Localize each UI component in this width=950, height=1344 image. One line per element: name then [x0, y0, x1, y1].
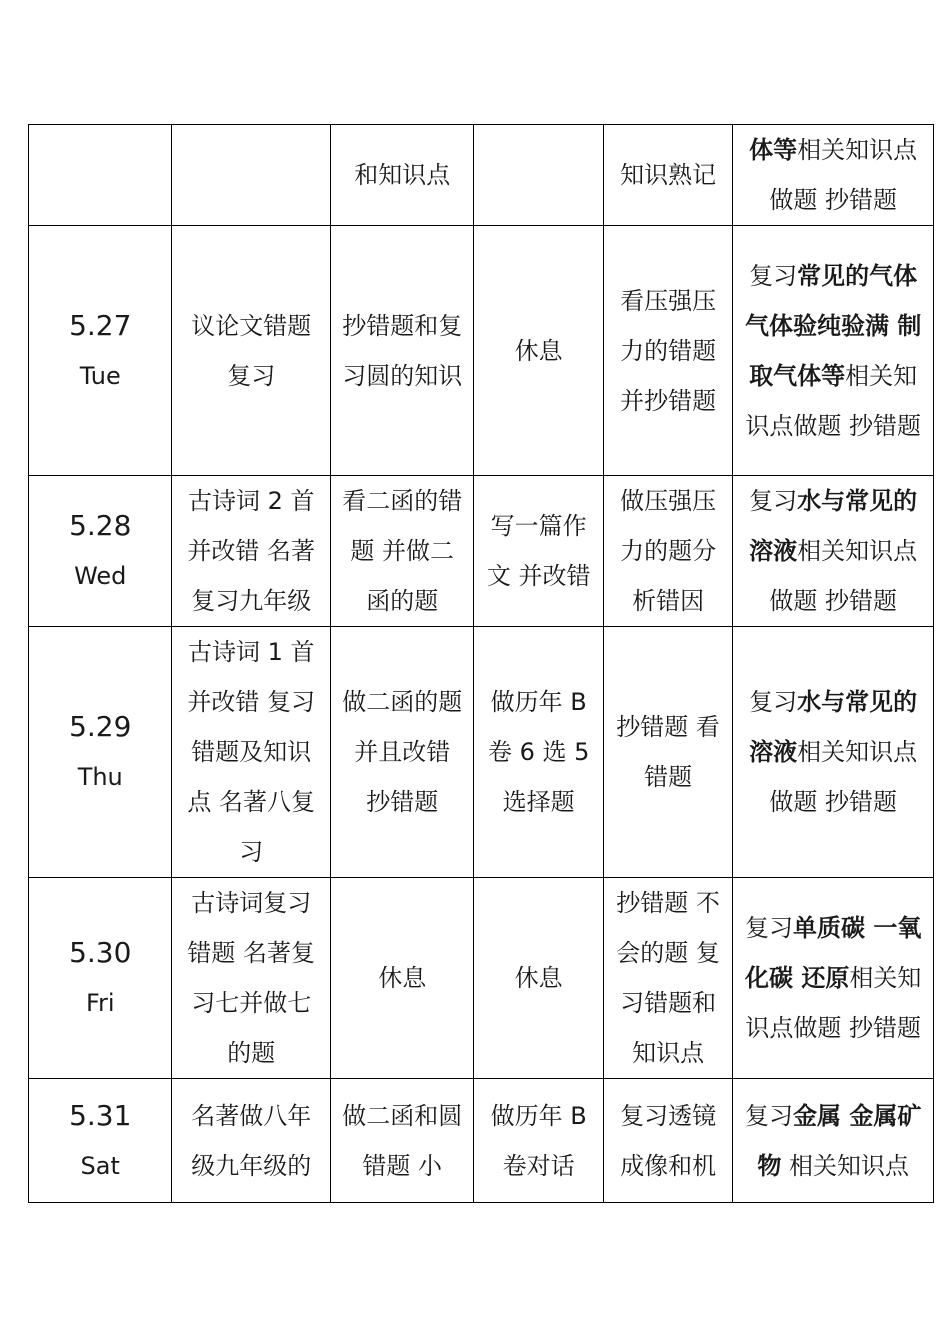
- weekday: Tue: [79, 361, 121, 390]
- plain-text: 复习: [749, 688, 798, 716]
- date-number: 5.30: [69, 936, 132, 969]
- subject-cell: [603, 627, 732, 878]
- date-number: 5.31: [69, 1098, 132, 1132]
- subject-cell: [603, 476, 732, 627]
- subject-cell: [330, 1079, 473, 1203]
- plain-text: 复习: [744, 914, 793, 942]
- bold-topic: 常见的气体 气体验纯验满 制取气体等: [744, 261, 922, 390]
- date-cell: [29, 226, 172, 476]
- subject-cell: [172, 125, 331, 226]
- date-number: 5.29: [69, 710, 132, 743]
- cell-text: 抄错题 看错题: [616, 713, 720, 791]
- subject-cell: [603, 1079, 732, 1203]
- subject-cell: [330, 226, 473, 476]
- weekday: Fri: [85, 989, 115, 1017]
- plain-text: 相关知识点做题 抄错题: [769, 136, 918, 214]
- subject-cell: [474, 476, 603, 627]
- cell-text: 做历年 B 卷对话: [490, 1101, 587, 1180]
- cell-text: 休息: [514, 336, 563, 365]
- cell-text: 古诗词 1 首并改错 复习错题及知识点 名著八复习: [187, 638, 316, 866]
- chemistry-text: [741, 903, 925, 1053]
- cell-text: 知识熟记: [620, 161, 717, 189]
- subject-cell: [474, 125, 603, 226]
- subject-cell: [474, 627, 603, 878]
- date-cell: [29, 125, 172, 226]
- plain-text: 复习: [749, 487, 798, 515]
- bold-topic: 水与常见的溶液: [749, 688, 918, 766]
- table-row: [29, 1079, 934, 1203]
- subject-cell: [474, 878, 603, 1079]
- chemistry-cell: [733, 476, 934, 627]
- subject-cell: [172, 226, 331, 476]
- table-row: [29, 476, 934, 627]
- cell-text: 抄错题 不会的题 复习错题和知识点: [616, 889, 720, 1067]
- cell-text: 做二函和圆错题 小: [342, 1101, 463, 1180]
- cell-text: 复习透镜成像和机: [620, 1101, 717, 1180]
- cell-text: 做二函的题并且改错 抄错题: [342, 688, 463, 816]
- cell-text: 做历年 B 卷 6 选 5 选择题: [487, 688, 590, 816]
- cell-text: 休息: [514, 964, 563, 992]
- subject-cell: [330, 627, 473, 878]
- subject-cell: [172, 476, 331, 627]
- cell-text: 看二函的错题 并做二函的题: [342, 487, 463, 615]
- plain-text: 相关知识点做题 抄错题: [769, 738, 918, 816]
- weekday: Thu: [77, 763, 123, 791]
- date-cell: [29, 878, 172, 1079]
- chemistry-cell: [733, 125, 934, 226]
- cell-text: 名著做八年级九年级的: [191, 1101, 312, 1180]
- table-row: [29, 878, 934, 1079]
- chemistry-text: [741, 677, 925, 827]
- chemistry-text: [741, 251, 925, 451]
- cell-text: 休息: [378, 964, 427, 992]
- bold-topic: 单质碳 一氧化碳 还原: [744, 914, 922, 992]
- subject-cell: [603, 226, 732, 476]
- date-cell: [29, 476, 172, 627]
- cell-text: 写一篇作文 并改错: [486, 512, 591, 590]
- subject-cell: [474, 226, 603, 476]
- chemistry-cell: [733, 878, 934, 1079]
- study-plan-table: [28, 124, 934, 1203]
- plain-text: 相关知识点做题 抄错题: [745, 361, 921, 440]
- table-row: [29, 226, 934, 476]
- bold-topic: 体等: [749, 136, 798, 164]
- cell-text: 和知识点: [354, 161, 451, 189]
- cell-text: 古诗词复习错题 名著复习七并做七的题: [187, 889, 316, 1067]
- subject-cell: [330, 125, 473, 226]
- subject-cell: [172, 1079, 331, 1203]
- cell-text: 做压强压力的题分析错因: [620, 487, 717, 615]
- date-number: 5.28: [69, 509, 132, 542]
- date-cell: [29, 1079, 172, 1203]
- chemistry-text: [741, 125, 925, 225]
- cell-text: 看压强压力的错题并抄错题: [620, 286, 717, 415]
- chemistry-cell: [733, 226, 934, 476]
- cell-text: 议论文错题复习: [191, 311, 312, 390]
- subject-cell: [172, 627, 331, 878]
- plain-text: 相关知识点做题 抄错题: [745, 964, 922, 1042]
- chemistry-text: [741, 476, 925, 626]
- bold-topic: 水与常见的溶液: [749, 487, 918, 565]
- plain-text: 复习: [744, 1101, 793, 1130]
- plain-text: 相关知识点: [781, 1151, 909, 1180]
- subject-cell: [474, 1079, 603, 1203]
- subject-cell: [172, 878, 331, 1079]
- chemistry-cell: [733, 1079, 934, 1203]
- subject-cell: [603, 125, 732, 226]
- subject-cell: [603, 878, 732, 1079]
- date-number: 5.27: [69, 308, 132, 342]
- table-row: [29, 627, 934, 878]
- subject-cell: [330, 878, 473, 1079]
- weekday: Wed: [74, 562, 127, 590]
- chemistry-cell: [733, 627, 934, 878]
- date-cell: [29, 627, 172, 878]
- subject-cell: [330, 476, 473, 627]
- bold-topic: 金属 金属矿物: [757, 1101, 922, 1180]
- chemistry-text: [741, 1091, 925, 1191]
- table-row: [29, 125, 934, 226]
- cell-text: 抄错题和复习圆的知识: [342, 311, 463, 390]
- weekday: Sat: [80, 1151, 120, 1180]
- cell-text: 古诗词 2 首并改错 名著复习九年级: [187, 487, 316, 615]
- plain-text: 复习: [749, 261, 798, 290]
- plain-text: 相关知识点做题 抄错题: [769, 537, 918, 615]
